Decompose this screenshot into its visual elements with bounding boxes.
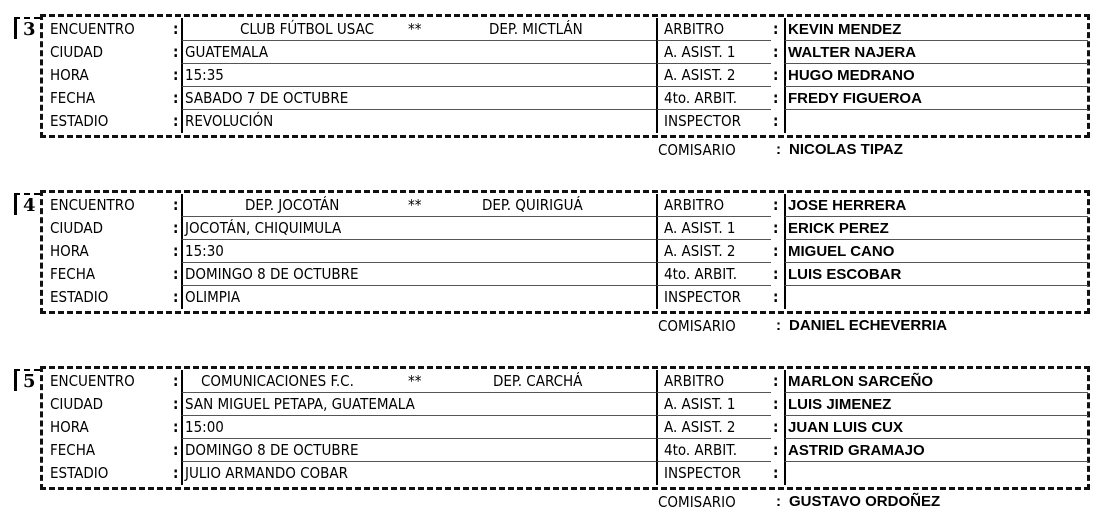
- label-encuentro: ENCUENTRO: [50, 372, 135, 390]
- value-cuarto-arbitro: ASTRID GRAMAJO: [784, 439, 1088, 462]
- label-arbitro: ARBITRO: [656, 18, 771, 41]
- row-ciudad: [40, 217, 1090, 240]
- value-inspector: [784, 462, 1088, 485]
- match-block: [0, 14, 1107, 174]
- home-team: DEP. JOCOTÁN: [245, 196, 340, 214]
- colon: :: [773, 66, 779, 84]
- label-ciudad: CIUDAD: [50, 219, 104, 237]
- value-ciudad: SAN MIGUEL PETAPA, GUATEMALA: [181, 393, 656, 416]
- row-ciudad: [40, 393, 1090, 416]
- value-arbitro: KEVIN MENDEZ: [784, 18, 1088, 41]
- colon: :: [776, 317, 781, 334]
- row-encuentro: [40, 370, 1090, 393]
- colon: :: [173, 196, 179, 214]
- colon: :: [773, 395, 779, 413]
- row-hora: [40, 240, 1090, 263]
- vs-separator: **: [408, 372, 422, 390]
- value-estadio: JULIO ARMANDO COBAR: [181, 462, 656, 485]
- value-comisario: NICOLAS TIPAZ: [789, 141, 903, 158]
- row-estadio: [40, 286, 1090, 309]
- label-inspector: INSPECTOR: [656, 110, 771, 133]
- colon: :: [173, 265, 179, 283]
- colon: :: [776, 141, 781, 158]
- label-encuentro: ENCUENTRO: [50, 196, 135, 214]
- label-estadio: ESTADIO: [50, 112, 109, 130]
- vs-separator: **: [408, 20, 422, 38]
- colon: :: [773, 242, 779, 260]
- label-fecha: FECHA: [50, 89, 96, 107]
- match-teams: [181, 370, 656, 393]
- row-hora: [40, 64, 1090, 87]
- row-encuentro: [40, 18, 1090, 41]
- label-hora: HORA: [50, 242, 89, 260]
- label-asist2: A. ASIST. 2: [656, 416, 771, 439]
- label-asist1: A. ASIST. 1: [656, 217, 771, 240]
- value-ciudad: GUATEMALA: [181, 41, 656, 64]
- row-estadio: [40, 110, 1090, 133]
- value-hora: 15:30: [181, 240, 656, 263]
- match-teams: [181, 194, 656, 217]
- home-team: COMUNICACIONES F.C.: [201, 372, 354, 390]
- row-fecha: [40, 439, 1090, 462]
- value-cuarto-arbitro: FREDY FIGUEROA: [784, 87, 1088, 110]
- value-arbitro: MARLON SARCEÑO: [784, 370, 1088, 393]
- vs-separator: **: [408, 196, 422, 214]
- colon: :: [773, 418, 779, 436]
- match-block: [0, 190, 1107, 350]
- label-inspector: INSPECTOR: [656, 462, 771, 485]
- label-ciudad: CIUDAD: [50, 395, 104, 413]
- colon: :: [173, 89, 179, 107]
- value-arbitro: JOSE HERRERA: [784, 194, 1088, 217]
- colon: :: [173, 464, 179, 482]
- label-cuarto-arbitro: 4to. ARBIT.: [656, 439, 771, 462]
- label-estadio: ESTADIO: [50, 464, 109, 482]
- label-fecha: FECHA: [50, 441, 96, 459]
- away-team: DEP. CARCHÁ: [493, 372, 583, 390]
- label-inspector: INSPECTOR: [656, 286, 771, 309]
- colon: :: [773, 43, 779, 61]
- colon: :: [773, 89, 779, 107]
- row-encuentro: [40, 194, 1090, 217]
- label-comisario: COMISARIO: [658, 317, 736, 335]
- match-number: 4: [14, 193, 40, 215]
- colon: :: [173, 112, 179, 130]
- label-hora: HORA: [50, 66, 89, 84]
- value-comisario: DANIEL ECHEVERRIA: [789, 317, 948, 334]
- colon: :: [173, 242, 179, 260]
- colon: :: [773, 288, 779, 306]
- label-arbitro: ARBITRO: [656, 370, 771, 393]
- label-fecha: FECHA: [50, 265, 96, 283]
- colon: :: [173, 441, 179, 459]
- colon: :: [773, 219, 779, 237]
- label-asist1: A. ASIST. 1: [656, 393, 771, 416]
- value-inspector: [784, 110, 1088, 133]
- row-fecha: [40, 87, 1090, 110]
- label-comisario: COMISARIO: [658, 493, 736, 511]
- row-fecha: [40, 263, 1090, 286]
- away-team: DEP. QUIRIGUÁ: [482, 196, 583, 214]
- value-asist1: LUIS JIMENEZ: [784, 393, 1088, 416]
- colon: :: [776, 493, 781, 510]
- value-fecha: DOMINGO 8 DE OCTUBRE: [181, 439, 656, 462]
- value-asist1: ERICK PEREZ: [784, 217, 1088, 240]
- value-estadio: OLIMPIA: [181, 286, 656, 309]
- label-estadio: ESTADIO: [50, 288, 109, 306]
- value-asist2: JUAN LUIS CUX: [784, 416, 1088, 439]
- colon: :: [173, 20, 179, 38]
- label-comisario: COMISARIO: [658, 141, 736, 159]
- colon: :: [773, 20, 779, 38]
- value-cuarto-arbitro: LUIS ESCOBAR: [784, 263, 1088, 286]
- row-hora: [40, 416, 1090, 439]
- colon: :: [173, 66, 179, 84]
- label-cuarto-arbitro: 4to. ARBIT.: [656, 263, 771, 286]
- label-asist1: A. ASIST. 1: [656, 41, 771, 64]
- label-arbitro: ARBITRO: [656, 194, 771, 217]
- match-number: 3: [14, 17, 40, 39]
- colon: :: [773, 265, 779, 283]
- row-estadio: [40, 462, 1090, 485]
- row-ciudad: [40, 41, 1090, 64]
- label-asist2: A. ASIST. 2: [656, 64, 771, 87]
- value-fecha: DOMINGO 8 DE OCTUBRE: [181, 263, 656, 286]
- colon: :: [173, 418, 179, 436]
- colon: :: [173, 372, 179, 390]
- value-inspector: [784, 286, 1088, 309]
- label-asist2: A. ASIST. 2: [656, 240, 771, 263]
- home-team: CLUB FÚTBOL USAC: [240, 20, 375, 38]
- colon: :: [173, 395, 179, 413]
- value-estadio: REVOLUCIÓN: [181, 110, 656, 133]
- label-encuentro: ENCUENTRO: [50, 20, 135, 38]
- value-hora: 15:00: [181, 416, 656, 439]
- match-teams: [181, 18, 656, 41]
- colon: :: [773, 112, 779, 130]
- colon: :: [173, 43, 179, 61]
- colon: :: [173, 288, 179, 306]
- label-cuarto-arbitro: 4to. ARBIT.: [656, 87, 771, 110]
- label-ciudad: CIUDAD: [50, 43, 104, 61]
- value-asist2: MIGUEL CANO: [784, 240, 1088, 263]
- colon: :: [773, 441, 779, 459]
- colon: :: [173, 219, 179, 237]
- value-asist1: WALTER NAJERA: [784, 41, 1088, 64]
- match-number: 5: [14, 369, 40, 391]
- away-team: DEP. MICTLÁN: [489, 20, 583, 38]
- value-hora: 15:35: [181, 64, 656, 87]
- colon: :: [773, 196, 779, 214]
- label-hora: HORA: [50, 418, 89, 436]
- value-asist2: HUGO MEDRANO: [784, 64, 1088, 87]
- colon: :: [773, 464, 779, 482]
- value-ciudad: JOCOTÁN, CHIQUIMULA: [181, 217, 656, 240]
- value-comisario: GUSTAVO ORDOÑEZ: [789, 493, 941, 510]
- colon: :: [773, 372, 779, 390]
- value-fecha: SABADO 7 DE OCTUBRE: [181, 87, 656, 110]
- match-block: [0, 366, 1107, 526]
